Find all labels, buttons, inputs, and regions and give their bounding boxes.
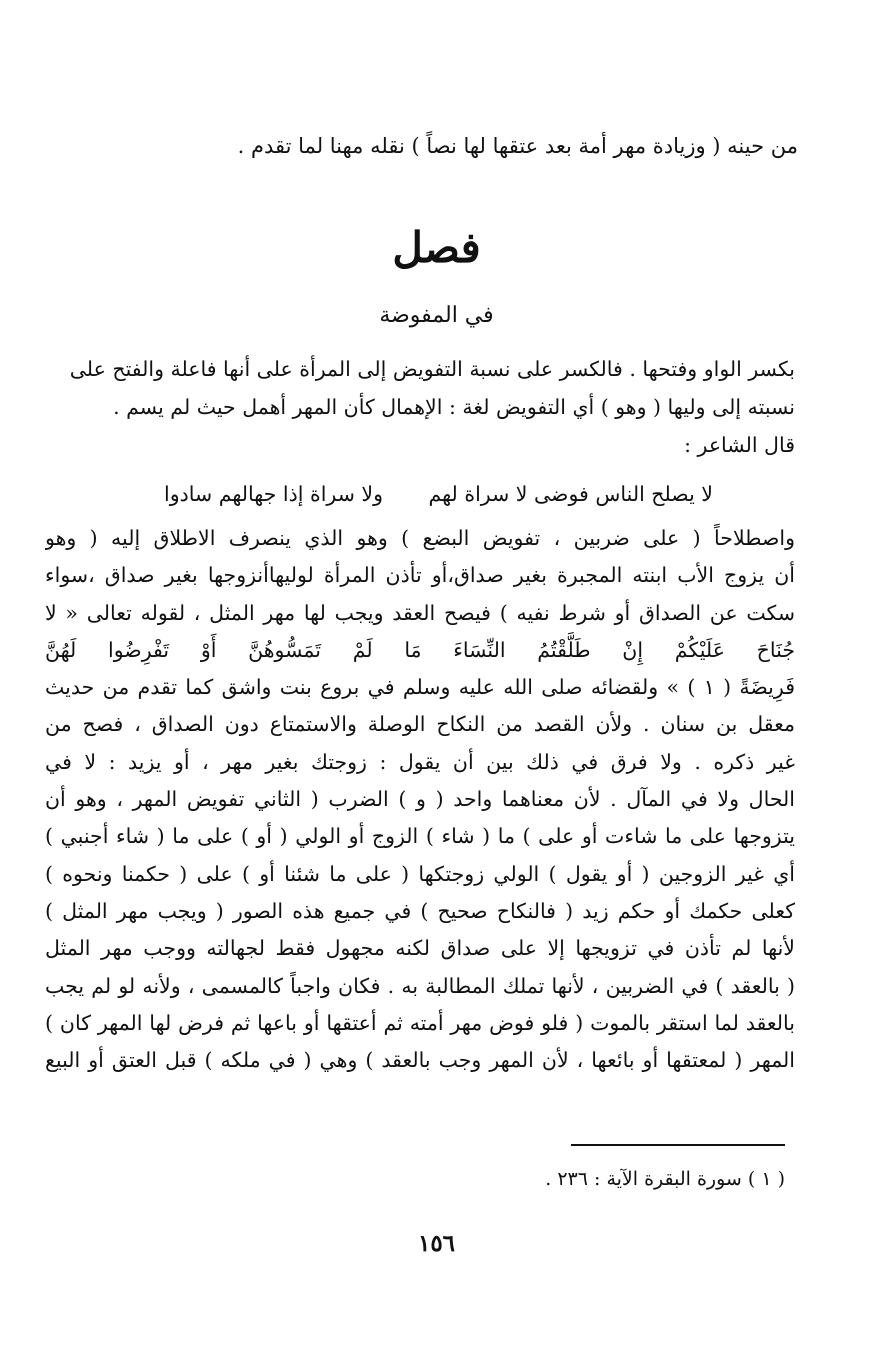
section-heading: فصل [392,223,481,272]
text-line: المهر ( لمعتقها أو بائعها ، لأن المهر وجب بالعقد ) وهي ( في ملكه ) قبل العتق أو البيع [45,1048,795,1073]
text-line: واصطلاحاً ( على ضربين ، تفويض البضع ) وهو الذي ينصرف الاطلاق إليه ( وهو [45,526,795,550]
text-line: بكسر الواو وفتحها . فالكسر على نسبة التفويض إلى المرأة على أنها فاعلة والفتح على [69,357,795,381]
text-line: لأنها لم تأذن في تزويجها إلا على صداق لكنه مجهول فقط لجهالته ووجب مهر المثل [45,936,795,961]
intro-paragraph [45,350,795,464]
poetry-verse [73,474,713,514]
text-line: أن يزوج الأب ابنته المجبرة بغير صداق،أو تأذن المرأة لوليهاأنزوجها بغير صداق ،سواء [45,563,795,588]
text-line: معقل بن سنان . ولأن القصد من النكاح الوصلة والاستمتاع دون الصداق ، فصح من [45,712,795,737]
text-line: غير ذكره . ولا فرق في ذلك بين أن يقول : زوجتك بغير مهر ، أو يزيد : لا في [45,749,795,774]
text-line: كعلى حكمك أو حكم زيد ( فالنكاح صحيح ) في جميع هذه الصور ( ويجب مهر المثل ) [45,898,795,923]
continuation-line: من حينه ( وزيادة مهر أمة بعد عتقها لها نصاً ) نقله مهنا لما تقدم . [237,134,798,158]
text-line: بالعقد لما استقر بالموت ( فلو فوض مهر أمته ثم أعتقها أو باعها ثم فرض لها المهر كان ) [45,1010,795,1035]
verse-first-hemistich: لا يصلح الناس فوضى لا سراة لهم [428,482,713,506]
verse-second-hemistich: ولا سراة إذا جهالهم سادوا [164,482,383,506]
text-line: يتزوجها على ما شاءت أو على ) ما ( شاء ) الزوج أو الولي ( أو ) على ما ( شاء أجنبي ) [45,824,795,849]
text-line: قال الشاعر : [684,433,795,457]
page-number: ١٥٦ [417,1230,456,1257]
main-paragraph [45,520,795,1079]
text-line: ( بالعقد ) في الضربين ، لأنها تملك المطالبة به . فكان واجباً كالمسمى ، ولأنه لو لم يجب [45,973,795,998]
text-line: أي غير الزوجين ( أو يقول ) الولي زوجتكها ( على ما شئنا أو ) على ( حكمنا ونحوه ) [45,861,795,886]
section-subheading: في المفوضة [379,303,494,328]
footnote-divider [571,1144,785,1146]
text-line: نسبته إلى وليها ( وهو ) أي التفويض لغة : الإهمال كأن المهر أهمل حيث لم يسم . [113,395,795,419]
text-line: سكت عن الصداق أو شرط نفيه ) فيصح العقد ويجب لها مهر المثل ، لقوله تعالى « لا [45,600,795,625]
text-line: فَرِيضَةً ( ١ ) » ولقضائه صلى الله عليه وسلم في بروع بنت واشق كما تقدم من حديث [45,675,795,700]
text-line: الحال ولا في المآل . لأن معناهما واحد ( و ) الضرب ( الثاني تفويض المهر ، وهو أن [45,787,795,812]
quran-verse-line: جُنَاحَ عَلَيْكُمْ إِنْ طَلَّقْتُمُ النِّسَاءَ مَا لَمْ تَمَسُّوهُنَّ أَوْ تَفْرِضُوا لَهُنَّ [45,637,795,662]
footnote: ( ١ ) سورة البقرة الآية : ٢٣٦ . [545,1168,785,1190]
